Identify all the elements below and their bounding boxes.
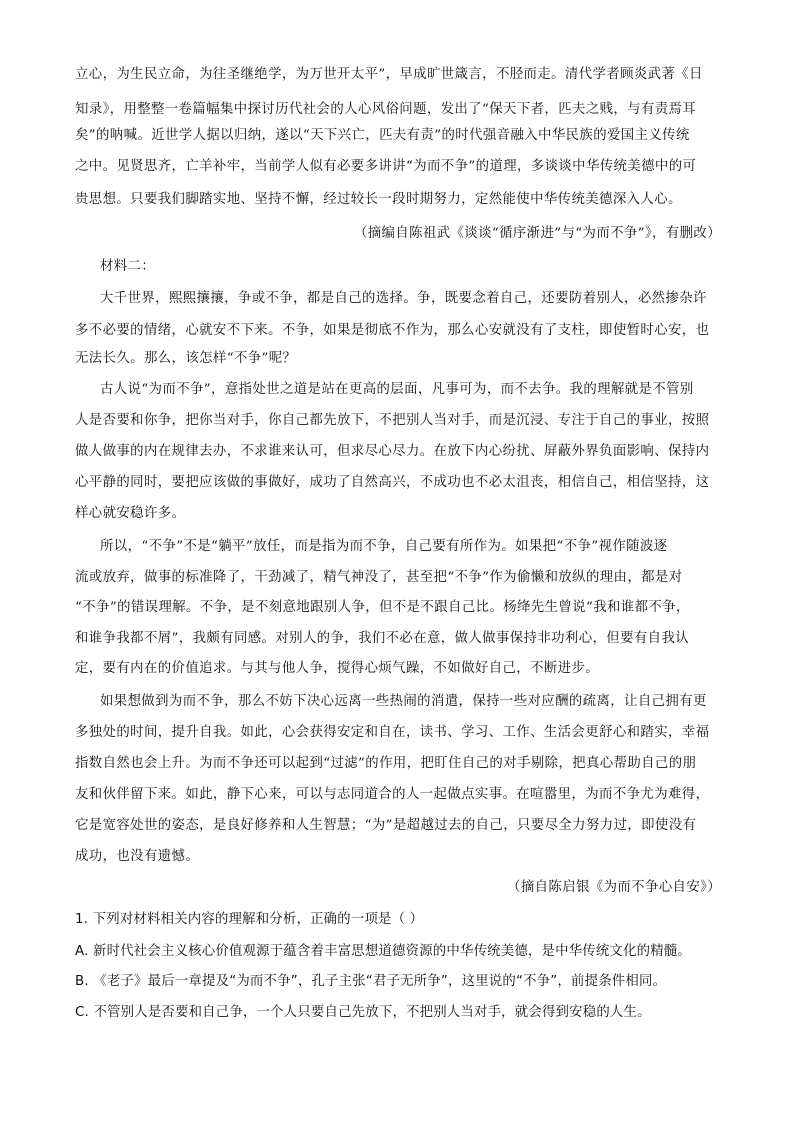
text-line: 立心，为生民立命，为往圣继绝学，为万世开太平”，早成旷世箴言，不胫而走。清代学者顾炎武著《日 <box>75 67 703 82</box>
option-c: C. 不管别人是否要和自己争，一个人只要自己先放下，不把别人当对手，就会得到安稳的人生。 <box>75 1005 651 1020</box>
source-citation: （摘自陈启银《为而不争心自安》） <box>507 880 721 895</box>
text-line: 知录》，用整整一卷篇幅集中探讨历代社会的人心风俗问题，发出了“保天下者，匹夫之贱，与有责焉耳 <box>75 102 697 117</box>
text-line: 成功，也没有遗憾。 <box>75 849 200 864</box>
text-line: 多不必要的情绪，心就安不下来。不争，如果是彻底不作为，那么心安就没有了支柱，即使暂时心安，也 <box>75 323 710 338</box>
text-line: 定，要有内在的价值追求。与其与他人争，搅得心烦气躁，不如做好自己，不断进步。 <box>75 661 600 676</box>
option-b: B. 《老子》最后一章提及“为而不争”，孔子主张“君子无所争”，这里说的“不争”，前提条件相同。 <box>75 974 667 989</box>
text-line: 样心就安稳许多。 <box>75 506 186 521</box>
text-line: 如果想做到为而不争，那么不妨下决心远离一些热闹的消遣，保持一些对应酬的疏离，让自己拥有更 <box>100 694 707 709</box>
text-line: 大千世界，熙熙攘攘，争或不争，都是自己的选择。争，既要念着自己，还要防着别人，必然掺杂许 <box>100 291 707 306</box>
text-line: 之中。见贤思齐，亡羊补牢，当前学人似有必要多讲讲“为而不争”的道理，多谈谈中华传统美德中的可 <box>75 159 697 174</box>
option-a: A. 新时代社会主义核心价值观源于蕴含着丰富思想道德资源的中华传统美德，是中华传统文化的精髓。 <box>75 944 692 959</box>
text-line: 古人说“为而不争”，意指处世之道是站在更高的层面，凡事可为，而不去争。我的理解就是不管别 <box>100 382 694 397</box>
text-line: 人是否要和你争，把你当对手，你自己都先放下，不把别人当对手，而是沉浸、专注于自己的事业，按照 <box>75 413 710 428</box>
text-line: 心平静的同时，要把应该做的事做好，成功了自然高兴，不成功也不必太沮丧，相信自己，相信坚持，这 <box>75 475 710 490</box>
text-line: 所以，“不争”不是“躺平”放任，而是指为而不争，自己要有所作为。如果把“不争”视作随波逐 <box>100 539 668 554</box>
text-line: 友和伙伴留下来。如此，静下心来，可以与志同道合的人一起做点实事。在喧嚣里，为而不争尤为难得， <box>75 787 710 802</box>
text-line: 贵思想。只要我们脚踏实地、坚持不懈，经过较长一段时期努力，定然能使中华传统美德深入人心。 <box>75 192 682 207</box>
question-stem: 1. 下列对材料相关内容的理解和分析，正确的一项是（ ） <box>75 912 424 927</box>
text-line: 和谁争我都不屑”，我颇有同感。对别人的争，我们不必在意，做人做事保持非功利心，但要有自我认 <box>75 631 690 646</box>
text-line: “不争”的错误理解。不争，是不刻意地跟别人争，但不是不跟自己比。杨绛先生曾说“我和谁都不争， <box>75 600 690 615</box>
text-line: 指数自然也会上升。为而不争还可以起到“过滤”的作用，把盯住自己的对手剔除，把真心帮助自己的朋 <box>75 756 697 771</box>
text-line: 矣”的呐喊。近世学人据以归纳，遂以“天下兴亡，匹夫有责”的时代强音融入中华民族的爱国主义传统 <box>75 128 690 143</box>
text-line: 做人做事的内在规律去办，不求谁来认可，但求尽心尽力。在放下内心纷扰、屏蔽外界负面影响、保持内 <box>75 444 710 459</box>
text-line: 它是宽容处世的姿态，是良好修养和人生智慧；“为”是超越过去的自己，只要尽全力努力过，即使没有 <box>75 818 697 833</box>
text-line: 多独处的时间，提升自我。如此，心会获得安定和自在，读书、学习、工作、生活会更舒心和踏实，幸福 <box>75 725 710 740</box>
text-line: 流或放弃，做事的标准降了，干劲减了，精气神没了，甚至把“不争”作为偷懒和放纵的理由，都是对 <box>75 570 683 585</box>
source-citation: （摘编自陈祖武《谈谈“循序渐进”与“为而不争”》，有删改） <box>353 226 721 241</box>
section-title: 材料二： <box>100 259 156 274</box>
text-line: 无法长久。那么，该怎样“不争”呢？ <box>75 351 297 366</box>
